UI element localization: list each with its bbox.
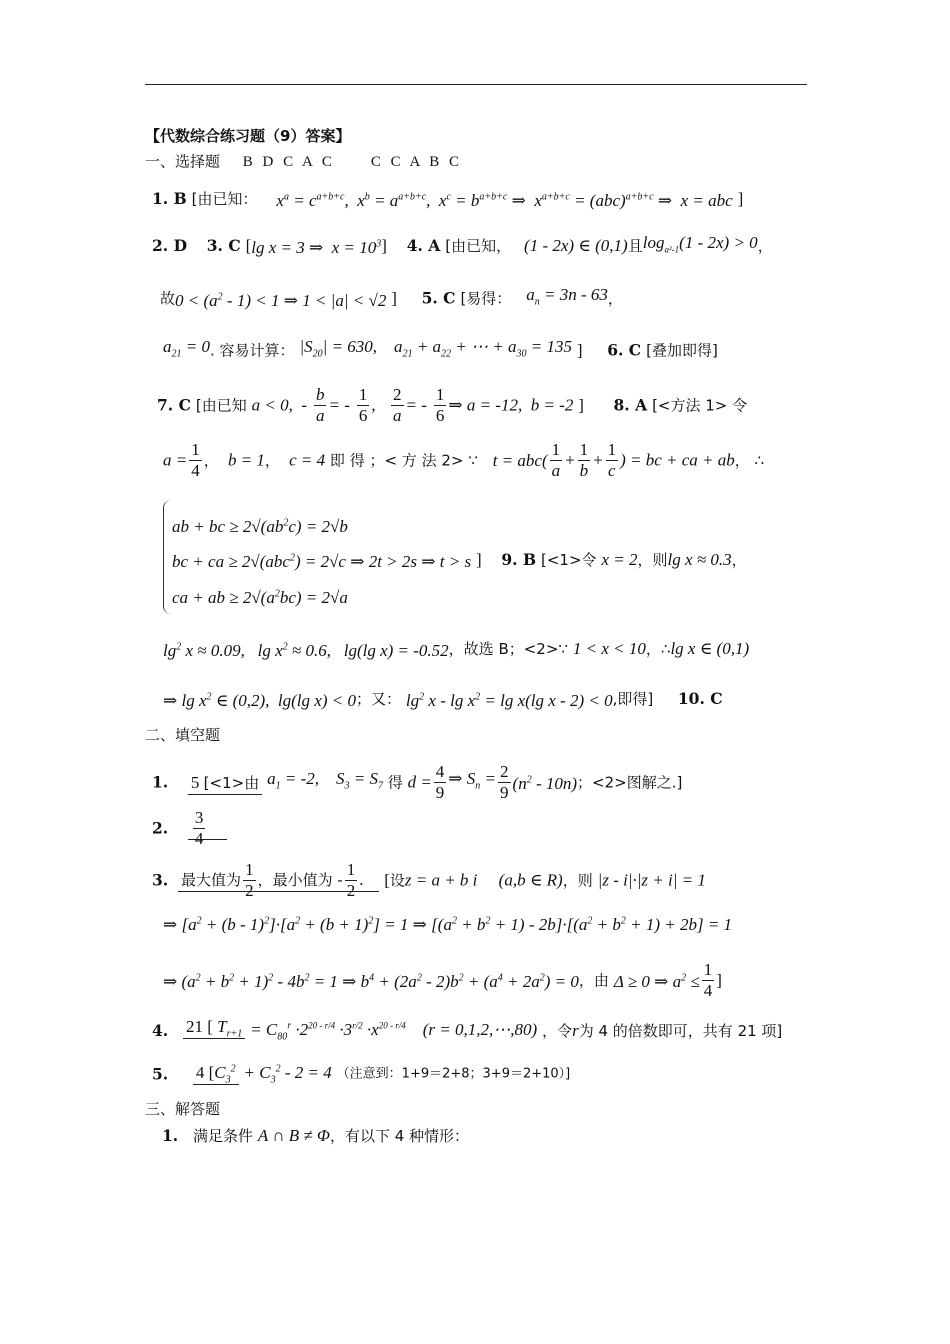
answer-line-q7-q8: 7. C [由已知 a < 0, - $\frac{b}{a}$ = - $\frac{1}{6}$ , $\frac{2}{a}$ = - $\frac{1}{6}$ ⇒ a = -12, b = -2 ] 8. A [<方法 1> 令 <box>157 385 748 425</box>
system-row-3: ca + ab ≥ $2√(a^2bc) = 2√a$ <box>172 587 348 607</box>
section-choice <box>145 150 462 173</box>
section-solve: 三、解答题 <box>145 1100 221 1118</box>
header-rule <box>145 84 807 85</box>
answer-line-q1: 1. B [由已知： $x^a = c^{a+b+c}$, $x^b = a^{a+b+c}$, $x^c = b^{a+b+c}$ ⇒ $x^{a+b+c} = (abc)^{a+b+c}$ ⇒ x = abc ] <box>152 188 744 210</box>
page-title: 【代数综合练习题（9）答案】 <box>145 127 351 145</box>
fill-line-4: 4. 21 [ $T_{r+1} = C_{80}^r \cdot 2^{20 - r/4} \cdot 3^{r/2} \cdot x^{20 - r/4}$ (r = 0,1,2,⋯,80) ，令r为 4 的倍数即可，共有 21 项] <box>152 1017 783 1043</box>
answer-line-q2-q4: 2. D 3. C [lg x = 3 ⇒ $x = 10^3$] 4. A [由已知， (1 - 2x) ∈ (0,1)且$\log_{a^2-1}(1 - 2x) > 0$， <box>152 233 773 258</box>
fill-line-2: 2. $\frac{3}{4}$ <box>152 808 227 849</box>
answer-line-q5b-q6: $a_{21} = 0$. 容易计算： $|S_{20}| = 630$, $a_{21} + a_{22}$ + ⋯ + $a_{30} = 135$ ] 6. C [叠加即得] <box>163 337 718 360</box>
system-row-2: bc + ca ≥ 2√(abc$^2$) = 2√c ⇒ 2t > 2s ⇒ t > s ] 9. B [<1>令 x = 2，则lg x ≈ 0.3， <box>172 549 747 571</box>
choice-answers: B D C A C C C A B C <box>242 153 463 170</box>
fill-line-5: 5. 4 [$C_3^2 + C_3^2 - 2 = 4$ （注意到：1+9＝2+8；3+9＝2+10）] <box>152 1062 571 1086</box>
solve-line-1: 1. 满足条件 A ∩ B ≠ Φ，有以下 4 种情形： <box>162 1126 470 1145</box>
fill-line-3: 3. 最大值为 $\frac{1}{2}$ ，最小值为 - $\frac{1}{2}$ . [设z = a + b i (a,b ∈ R)，则 |z - i|·|z + i| = 1 <box>152 860 706 900</box>
fill-line-3b: ⇒ $[a^2 + (b - 1)^2]\cdot[a^2 + (b + 1)^2] = 1$ ⇒ $[(a^2 + b^2 + 1) - 2b]\cdot[(a^2 + b^2 + 1) + 2b] = 1$ <box>163 914 733 934</box>
section-fill: 二、填空题 <box>145 726 221 744</box>
answer-line-q4b-q5: 故$0 < (a^2 - 1) < 1$ ⇒ 1 < |a| < √2 ] 5. C [易得： $a_n = 3n - 63$， <box>160 285 623 310</box>
answer-line-q8b: a = $\frac{1}{4}$ ， b = 1， c = 4 即 得 ；< 方 法 2> ∵ t = abc( $\frac{1}{a}$ + $\frac{1}{b}$ + $\frac{1}{c}$ ) = bc + ca + ab， ∴ <box>163 440 765 480</box>
answer-line-q9b: $\lg^2 x \approx 0.09$, $\lg x^2 \approx 0.6$, lg(lg x) = -0.52，故选 B；<2>∵ 1 < x < 10，∴lg x ∈ (0,1) <box>163 638 750 660</box>
fill-line-1: 1. 5 [<1>由 $a_1 = -2$, $S_3 = S_7$ 得 d = $\frac{4}{9}$ ⇒ $S_n$ = $\frac{2}{9}$ $(n^2 - 10n)$；<2>图解之.] <box>152 762 683 802</box>
fill-line-3c: ⇒ $(a^2 + b^2 + 1)^2 - 4b^2 = 1$ ⇒ $b^4 + (2a^2 - 2)b^2 + (a^4 + 2a^2) = 0$，由 Δ ≥ 0 ⇒ $a^2$ ≤ $\frac{1}{4}$ ] <box>163 960 722 1000</box>
system-row-1: ab + bc ≥ $2√(ab^2c) = 2√b$ <box>172 516 348 536</box>
answer-line-q9c-q10: ⇒ $\lg x^2$ ∈ (0,2), lg(lg x) < 0；又： $\lg^2 x - \lg x^2 = \lg x(\lg$ x - 2) < 0,即得] 10. C <box>163 688 723 710</box>
section-choice-label: 一、选择题 <box>145 152 221 171</box>
